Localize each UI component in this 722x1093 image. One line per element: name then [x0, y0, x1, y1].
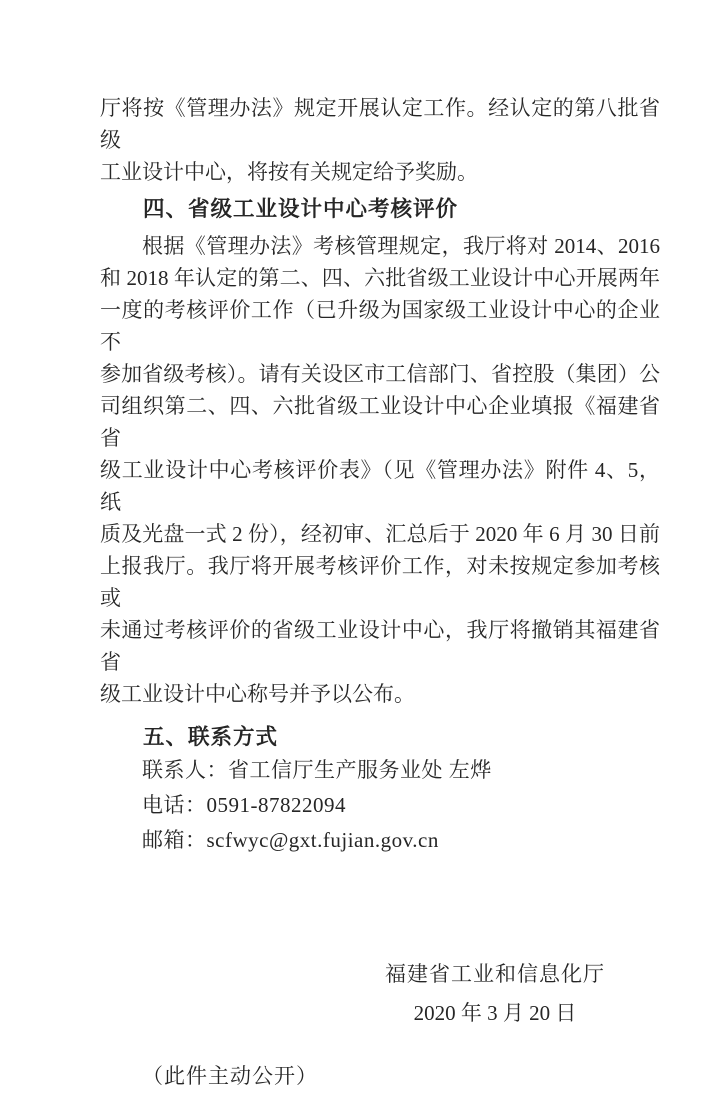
paragraph-continuation-line: 工业设计中心，将按有关规定给予奖励。 [100, 160, 478, 184]
section-four-line: 级工业设计中心考核评价表》（见《管理办法》附件 4、5，纸 [100, 458, 660, 514]
paragraph-continuation-line: 厅将按《管理办法》规定开展认定工作。经认定的第八批省级 [100, 96, 660, 152]
section-four-line: 根据《管理办法》考核管理规定，我厅将对 2014、2016 [142, 234, 660, 258]
section-four-line: 一度的考核评价工作（已升级为国家级工业设计中心的企业不 [100, 298, 660, 354]
section-five-heading: 五、联系方式 [143, 725, 279, 749]
section-four-line: 上报我厅。我厅将开展考核评价工作，对未按规定参加考核或 [100, 554, 660, 610]
footer-note: （此件主动公开） [142, 1064, 318, 1088]
section-four-line: 质及光盘一式 2 份），经初审、汇总后于 2020 年 6 月 30 日前 [100, 522, 660, 546]
contact-person-line: 联系人：省工信厅生产服务业处 左烨 [142, 758, 492, 782]
signature-date: 2020 年 3 月 20 日 [413, 1001, 577, 1025]
section-four-line: 级工业设计中心称号并予以公布。 [100, 682, 415, 706]
contact-email-line: 邮箱：scfwyc@gxt.fujian.gov.cn [142, 828, 439, 852]
section-four-line: 司组织第二、四、六批省级工业设计中心企业填报《福建省省 [100, 394, 660, 450]
signature-organization: 福建省工业和信息化厅 [385, 962, 605, 986]
section-four-line: 未通过考核评价的省级工业设计中心，我厅将撤销其福建省省 [100, 618, 660, 674]
section-four-heading: 四、省级工业设计中心考核评价 [143, 197, 459, 221]
signature-block [365, 958, 625, 1029]
contact-phone-line: 电话：0591-87822094 [142, 793, 346, 817]
section-four-line: 和 2018 年认定的第二、四、六批省级工业设计中心开展两年 [100, 266, 660, 290]
section-four-line: 参加省级考核）。请有关设区市工信部门、省控股（集团）公 [100, 362, 660, 386]
